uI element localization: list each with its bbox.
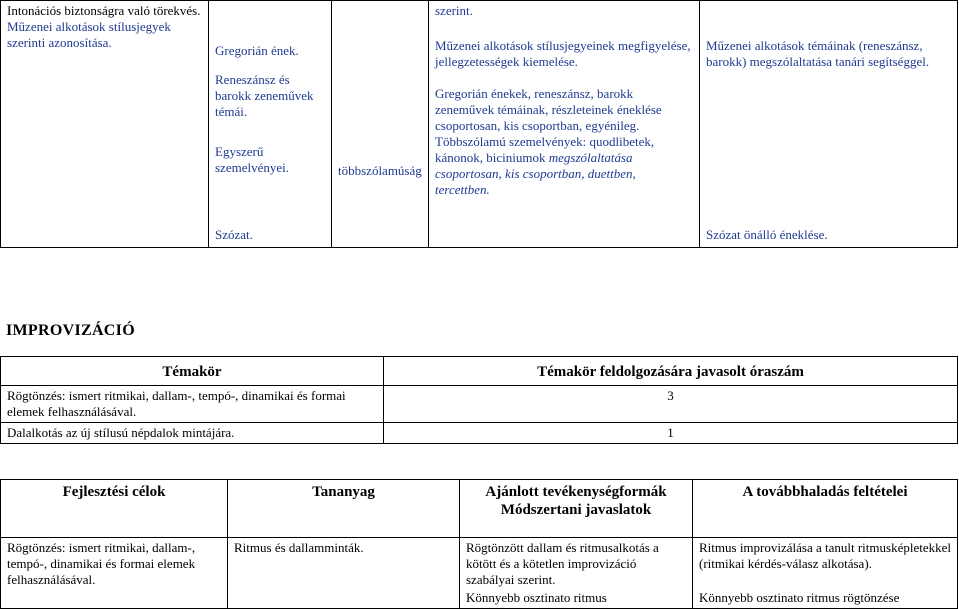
goals-cell: Rögtönzés: ismert ritmikai, dallam-, tempó-, dinamikai és formai elemek felhasználásával. (1, 537, 228, 608)
material-szozat: Szózat. (215, 227, 253, 242)
material-excerpts: Egyszerű szemelvényei. (215, 144, 289, 175)
header-activities: Ajánlott tevékenységformák Módszertani javaslatok (460, 480, 693, 538)
activity-singing: Gregorián énekek, reneszánsz, barokk zeneművek témáinak, részleteinek éneklése csoportosan, kis csoportban, egyénileg. (435, 86, 662, 133)
header-goals: Fejlesztési célok (1, 480, 228, 538)
topic-cell: Rögtönzés: ismert ritmikai, dallam-, tempó-, dinamikai és formai elemek felhasználásával. (1, 386, 384, 423)
top-col-goals (1, 1, 209, 248)
condition-szozat: Szózat önálló éneklése. (706, 227, 828, 242)
hours-cell: 1 (384, 423, 958, 444)
top-col-activities (429, 1, 700, 248)
activity-polyphonic (435, 134, 693, 198)
activity-polyphonic-text: Többszólamú szemelvények: quodlibetek, kánonok, biciniumok (435, 134, 655, 165)
condition-foot: Könnyebb osztinato ritmus rögtönzése (699, 590, 900, 605)
header-hours: Témakör feldolgozására javasolt óraszám (384, 357, 958, 386)
term-polyphony: többszólamúság (338, 163, 422, 178)
condition-themes: Műzenei alkotások témáinak (reneszánsz, barokk) megszólaltatása tanári segítséggel. (706, 38, 930, 69)
top-col-term (332, 1, 429, 248)
material-gregorian: Gregorián ének. (215, 43, 299, 58)
header-topic: Témakör (1, 357, 384, 386)
top-col-material (209, 1, 332, 248)
activity-polyphonic-italic: megszólaltatása csoportosan, kis csoportban, duettben, tercettben. (435, 150, 636, 197)
goal-style-identification: Műzenei alkotások stílusjegyek szerinti azonosítása. (7, 19, 171, 50)
material-cell: Ritmus és dallamminták. (228, 537, 460, 608)
goal-intonation: Intonációs biztonságra való törekvés. (7, 3, 201, 18)
table-row (1, 386, 958, 423)
section-title: IMPROVIZÁCIÓ (6, 322, 135, 339)
development-plan-table (0, 479, 958, 609)
hours-cell: 3 (384, 386, 958, 423)
top-curriculum-table (0, 0, 958, 248)
header-conditions: A továbbhaladás feltételei (693, 480, 958, 538)
activity-cell (460, 537, 693, 608)
table-row (1, 423, 958, 444)
activity-style-observation: Műzenei alkotások stílusjegyeinek megfigyelése, jellegzetességek kiemelése. (435, 38, 691, 69)
condition-text: Ritmus improvizálása a tanult ritmusképletekkel (ritmikai kérdés-válasz alkotása). (699, 539, 951, 571)
activity-foot: Könnyebb osztinato ritmus (466, 590, 607, 605)
header-material: Tananyag (228, 480, 460, 538)
top-col-conditions (700, 1, 958, 248)
table-row (1, 537, 958, 608)
activity-text: Rögtönzött dallam és ritmusalkotás a kötött és a kötetlen improvizáció szabályai szerint. (466, 539, 659, 587)
topic-hours-table (0, 356, 958, 444)
condition-cell (693, 537, 958, 608)
topic-cell: Dalalkotás az új stílusú népdalok mintájára. (1, 423, 384, 444)
activity-continued: szerint. (435, 3, 473, 18)
material-renaissance-baroque: Reneszánsz és barokk zeneművek témái. (215, 72, 314, 119)
